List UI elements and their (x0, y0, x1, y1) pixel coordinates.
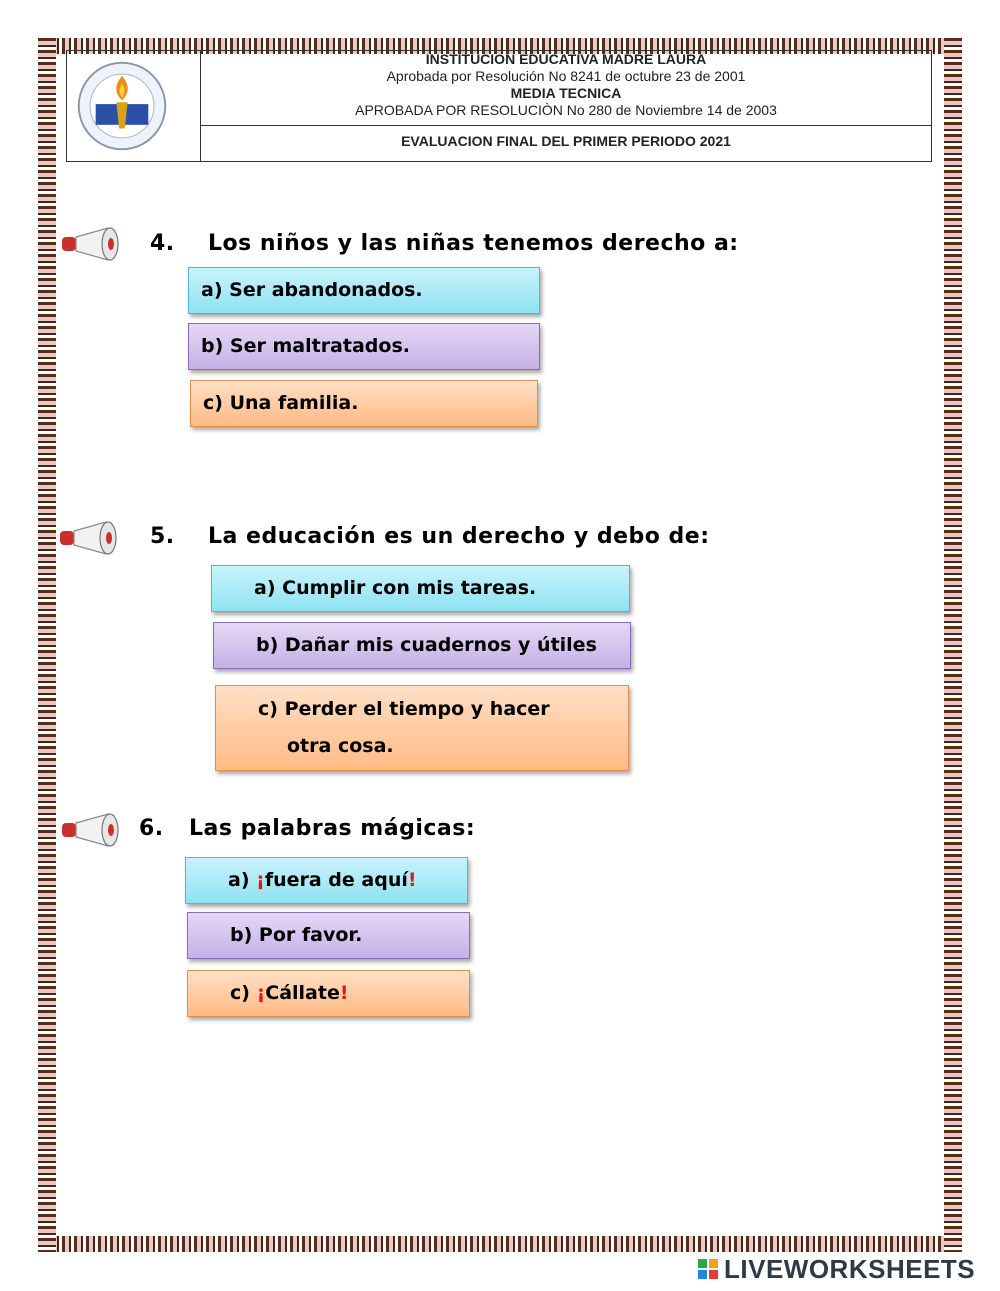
option-5a[interactable] (211, 565, 630, 612)
question-text: La educación es un derecho y debo de: (208, 524, 710, 549)
question-text: Los niños y las niñas tenemos derecho a: (208, 231, 739, 256)
option-letter: c) (230, 982, 250, 1004)
question-6 (139, 816, 475, 841)
megaphone-icon[interactable] (60, 226, 124, 262)
question-number: 6. (139, 816, 164, 841)
option-text: Ser abandonados. (229, 279, 423, 301)
header-divider (201, 125, 931, 126)
question-number: 5. (150, 524, 175, 549)
exclamation-close: ! (339, 982, 349, 1004)
header-text-block (201, 51, 931, 125)
option-4c[interactable] (190, 380, 538, 427)
option-text: Dañar mis cuadernos y útiles (284, 634, 597, 656)
option-6a[interactable] (185, 857, 468, 904)
decorative-border-bottom (38, 1236, 962, 1252)
approval-line-2: APROBADA POR RESOLUCIÒN No 280 de Noviembre 14 de 2003 (355, 102, 777, 118)
option-6c[interactable] (187, 970, 470, 1017)
option-text: Cumplir con mis tareas. (282, 577, 537, 599)
exam-title: EVALUACION FINAL DEL PRIMER PERIODO 2021 (401, 133, 731, 149)
option-text: Perder el tiempo y hacer (284, 698, 550, 720)
question-4 (150, 231, 739, 256)
option-4b[interactable] (188, 323, 540, 370)
option-letter: c) (258, 698, 278, 720)
option-text: Cállate (265, 982, 340, 1004)
option-4a[interactable] (188, 267, 540, 314)
option-5b[interactable] (213, 622, 631, 669)
option-letter: b) (201, 335, 224, 357)
exclamation-open: ¡ (256, 869, 265, 891)
option-letter: a) (228, 869, 250, 891)
exclamation-close: ! (407, 869, 417, 891)
school-logo-icon (75, 59, 169, 153)
liveworksheets-brand[interactable]: LIVEWORKSHEETS (724, 1254, 976, 1284)
option-letter: b) (256, 634, 279, 656)
option-text: Una familia. (229, 392, 359, 414)
question-5 (150, 524, 710, 549)
option-letter: c) (203, 392, 223, 414)
program-name: MEDIA TECNICA (510, 85, 622, 101)
option-letter: a) (201, 279, 223, 301)
option-letter: b) (230, 924, 253, 946)
option-letter: a) (254, 577, 276, 599)
option-text: fuera de aquí (264, 869, 408, 891)
decorative-border-right (944, 38, 962, 1252)
megaphone-icon[interactable] (58, 520, 122, 556)
liveworksheets-logo-icon (698, 1259, 718, 1279)
approval-line-1: Aprobada por Resolución No 8241 de octubre 23 de 2001 (386, 68, 746, 84)
megaphone-icon[interactable] (60, 812, 124, 848)
school-header (66, 50, 932, 162)
option-5c[interactable] (215, 685, 629, 771)
question-number: 4. (150, 231, 175, 256)
option-6b[interactable] (187, 912, 470, 959)
question-text: Las palabras mágicas: (189, 816, 476, 841)
logo-cell (67, 51, 201, 161)
school-name: INSTITUCION EDUCATIVA MADRE LAURA (425, 51, 707, 67)
decorative-border-left (38, 38, 56, 1252)
exclamation-open: ¡ (256, 982, 266, 1004)
option-text: Ser maltratados. (229, 335, 410, 357)
option-text: Por favor. (258, 924, 363, 946)
option-text-line-2: otra cosa. (287, 735, 394, 757)
